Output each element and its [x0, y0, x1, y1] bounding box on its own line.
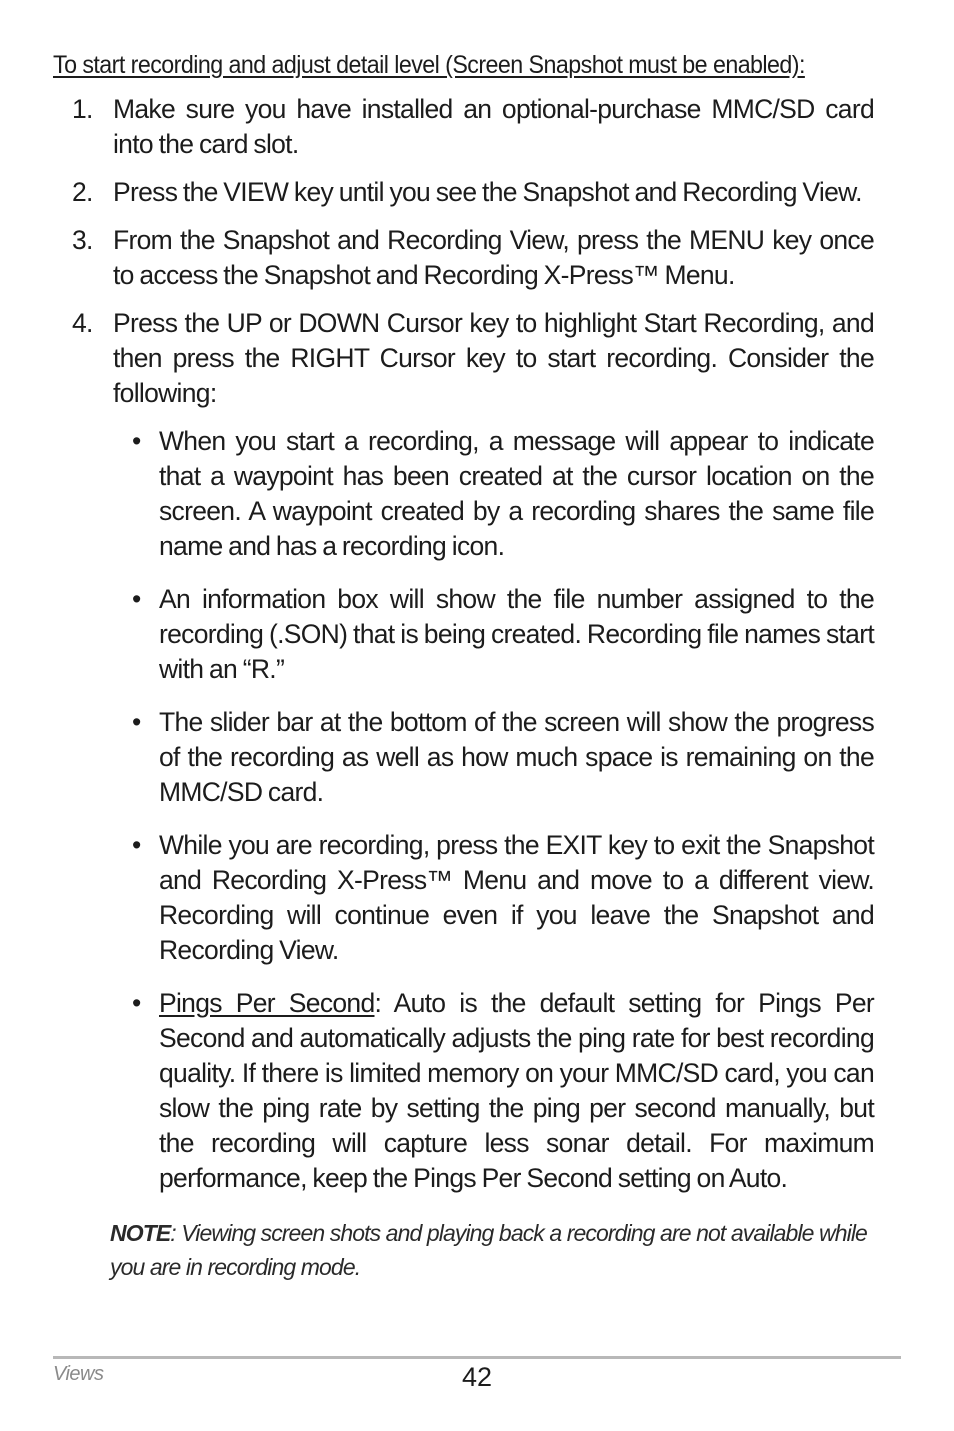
bullet-icon: • — [132, 707, 141, 737]
term-label: Pings Per Second — [159, 988, 375, 1018]
step-text: Make sure you have installed an optional-purchase MMC/SD card into the card slot. — [113, 94, 874, 159]
step-text: Press the UP or DOWN Cursor key to highlight Start Recording, and then press the RIGHT Cursor key to start recording. Consider the following: — [113, 308, 874, 408]
step-number: 3. — [72, 225, 93, 255]
step-number: 4. — [72, 308, 93, 338]
step-4 — [72, 306, 874, 411]
step-text: Press the VIEW key until you see the Snapshot and Recording View. — [113, 177, 862, 207]
list-item-text: When you start a recording, a message will appear to indicate that a waypoint has been created at the cursor location on the screen. A waypoint created by a recording shares the same file name and has a recording icon. — [159, 426, 874, 561]
list-item — [132, 705, 874, 810]
page-number: 42 — [461, 1362, 493, 1392]
list-item — [132, 828, 874, 968]
consideration-list — [0, 424, 954, 1196]
list-item-text: The slider bar at the bottom of the screen will show the progress of the recording as well as how much space is remaining on the MMC/SD card. — [159, 707, 874, 807]
step-2 — [72, 175, 874, 210]
note-block — [110, 1216, 870, 1284]
bullet-icon: • — [132, 584, 141, 614]
step-number: 2. — [72, 177, 93, 207]
instruction-steps — [0, 92, 954, 1214]
step-text: From the Snapshot and Recording View, press the MENU key once to access the Snapshot and Recording X-Press™ Menu. — [113, 225, 874, 290]
section-heading: To start recording and adjust detail level (Screen Snapshot must be enabled): — [53, 51, 805, 79]
list-item-text: An information box will show the file number assigned to the recording (.SON) that is being created. Recording file names start with an “R.” — [159, 584, 874, 684]
footer-divider — [53, 1356, 901, 1359]
bullet-icon: • — [132, 426, 141, 456]
footer-section-name: Views — [53, 1363, 104, 1385]
step-1 — [72, 92, 874, 162]
list-item — [132, 424, 874, 564]
list-item-text: : Auto is the default setting for Pings Per Second and automatically adjusts the ping rate for best recording quality. If there is limited memory on your MMC/SD card, you can slow the ping rate by setting the ping per second manually, but the recording will capture less sonar detail. For maximum performance, keep the Pings Per Second setting on Auto. — [159, 988, 874, 1193]
step-3 — [72, 223, 874, 293]
bullet-icon: • — [132, 830, 141, 860]
list-item — [132, 582, 874, 687]
list-item — [132, 986, 874, 1196]
note-text: : Viewing screen shots and playing back a recording are not available while you are in recording mode. — [110, 1220, 867, 1280]
note-label: NOTE — [110, 1220, 171, 1246]
step-number: 1. — [72, 94, 93, 124]
bullet-icon: • — [132, 988, 141, 1018]
list-item-text: While you are recording, press the EXIT key to exit the Snapshot and Recording X-Press™ Menu and move to a different view. Recording will continue even if you leave the Snapshot and Recording View. — [159, 830, 874, 965]
